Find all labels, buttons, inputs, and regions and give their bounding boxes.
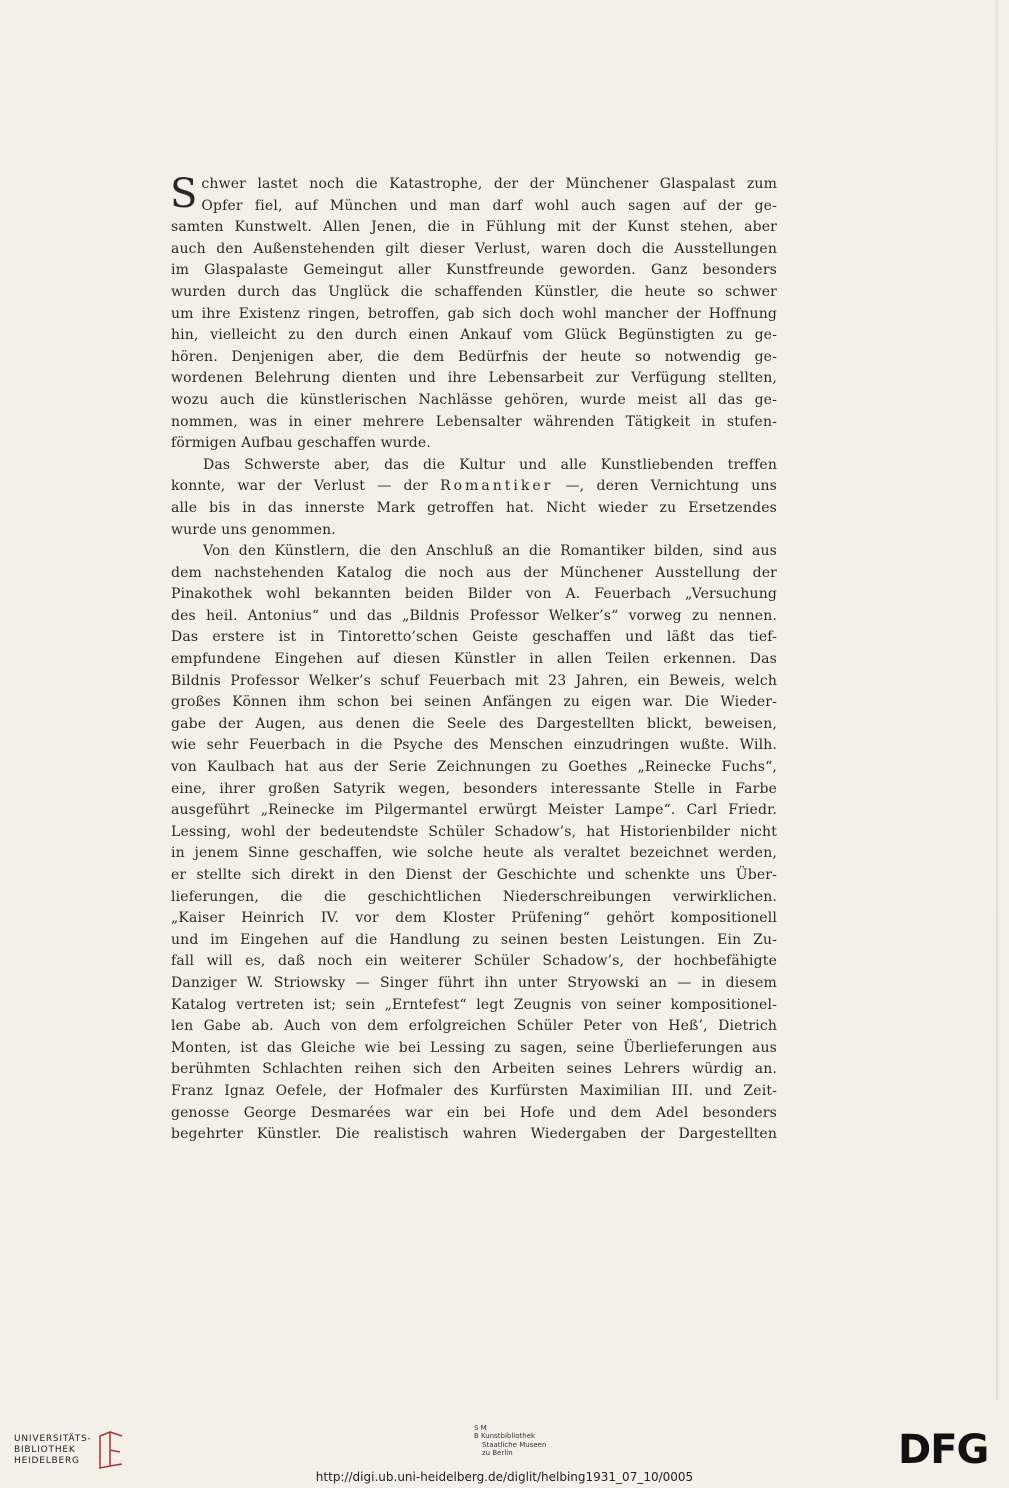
paragraph-3 [171,541,777,1146]
text-line: berühmten Schlachten reihen sich den Arbeiten seines Lehrers würdig an. [171,1061,777,1078]
text-line: „Kaiser Heinrich IV. vor dem Kloster Prüfening“ gehört kompositionell [171,910,777,927]
text-line: alle bis in das innerste Mark getroffen hat. Nicht wieder zu Ersetzendes [171,499,777,516]
text-line: auch den Außenstehenden gilt dieser Verlust, waren doch die Ausstellungen [171,240,777,257]
text-line: genosse George Desmarées war ein bei Hofe und dem Adel besonders [171,1104,777,1121]
text-line: dem nachstehenden Katalog die noch aus der Münchener Ausstellung der [171,564,777,581]
text-line: lieferungen, die die geschichtlichen Niederschreibungen verwirklichen. [171,888,777,905]
heidelberg-library-logo[interactable] [14,1434,92,1467]
text-line: gabe der Augen, aus denen die Seele des Dargestellten blickt, beweisen, [171,715,777,732]
text-line: förmigen Aufbau geschaffen wurde. [171,435,431,452]
text-line: wordenen Belehrung dienten und ihre Lebensarbeit zur Verfügung stellten, [171,370,777,387]
text-line: hin, vielleicht zu den durch einen Ankauf vom Glück Begünstigten zu ge- [171,327,777,344]
body-text [170,171,777,1146]
text-line: Opfer fiel, auf München und man darf wohl auch sagen auf der ge- [201,197,777,214]
smb-kunstbibliothek-logo[interactable] [474,1424,546,1458]
text-line: Das erstere ist in Tintoretto’schen Geiste geschaffen und läßt das tief- [171,629,777,646]
logo-text-line: B Kunstbibliothek [474,1432,536,1441]
logo-text-line: S M [474,1424,487,1432]
text-line: großes Können ihm schon bei seinen Anfängen zu eigen war. Die Wieder- [171,694,777,711]
text-line: fall will es, daß noch ein weiterer Schüler Schadow’s, der hochbefähigte [171,953,777,970]
text-line: len Gabe ab. Auch von dem erfolgreichen Schüler Peter von Heß’, Dietrich [171,1018,777,1035]
emphasis-spaced: Romantiker [440,478,554,495]
text-line: in jenem Sinne geschaffen, wie solche heute als veraltet bezeichnet werden, [171,845,777,862]
text-line: Katalog vertreten ist; sein „Erntefest“ legt Zeugnis von seiner kompositionel- [171,996,777,1013]
text-line: um ihre Existenz ringen, betroffen, gab sich doch wohl mancher der Hoffnung [171,305,777,322]
paragraph-1 [170,171,777,455]
page-footer [0,1418,1009,1488]
text-line: wurden durch das Unglück die schaffenden Künstler, die heute so schwer [171,283,777,300]
text-line: im Glaspalaste Gemeingut aller Kunstfreunde geworden. Ganz besonders [171,262,777,279]
text-line: hören. Denjenigen aber, die dem Bedürfnis der heute so notwendig ge- [171,348,777,365]
dfg-logo[interactable]: DFG [898,1427,989,1473]
text-span: konnte, war der Verlust — der [171,478,441,495]
text-line: ausgeführt „Reinecke im Pilgermantel erwürgt Meister Lampe“. Carl Friedr. [171,802,777,819]
text-line: samten Kunstwelt. Allen Jenen, die in Fühlung mit der Kunst stehen, aber [171,219,777,236]
text-line: empfundene Eingehen auf diesen Künstler in allen Teilen erkennen. Das [171,651,777,668]
text-line: von Kaulbach hat aus der Serie Zeichnungen zu Goethes „Reinecke Fuchs“, [171,759,777,776]
text-line: Pinakothek wohl bekannten beiden Bilder von A. Feuerbach „Versuchung [171,586,777,603]
text-line [171,476,777,498]
university-mark-icon [96,1430,126,1470]
text-line: er stellte sich direkt in den Dienst der Geschichte und schenkte uns Über- [171,867,777,883]
text-line: wozu auch die künstlerischen Nachlässe gehören, wurde meist all das ge- [171,391,777,408]
drop-cap: S [170,171,198,217]
text-line: chwer lastet noch die Katastrophe, der der Münchener Glaspalast zum [201,176,777,192]
text-line: eine, ihrer großen Satyrik wegen, besonders interessante Stelle in Farbe [171,780,777,797]
text-line: Von den Künstlern, die den Anschluß an die Romantiker bilden, sind aus [203,543,777,560]
logo-text-line: BIBLIOTHEK [14,1445,76,1455]
text-line: wie sehr Feuerbach in die Psyche des Menschen einzudringen wußte. Wilh. [171,737,777,754]
logo-text-line: HEIDELBERG [14,1456,80,1466]
paragraph-2 [171,455,777,541]
text-span: —, deren Vernichtung uns [553,478,777,495]
logo-text-line: UNIVERSITÄTS- [14,1434,92,1444]
text-line: Monten, ist das Gleiche wie bei Lessing zu sagen, seine Überlieferungen aus [171,1039,777,1056]
text-line: Franz Ignaz Oefele, der Hofmaler des Kurfürsten Maximilian III. und Zeit- [171,1082,777,1099]
logo-text-line: zu Berlin [482,1449,513,1458]
logo-text-line: Staatliche Museen [482,1440,547,1449]
text-line: Bildnis Professor Welker’s schuf Feuerbach mit 23 Jahren, ein Beweis, welch [171,672,777,689]
page-edge-shadow [996,0,998,1400]
text-line: Lessing, wohl der bedeutendste Schüler Schadow’s, hat Historienbilder nicht [171,823,777,840]
source-url[interactable]: http://digi.ub.uni-heidelberg.de/diglit/helbing1931_07_10/0005 [315,1470,694,1484]
text-line: Danziger W. Striowsky — Singer führt ihn unter Stryowski an — in diesem [171,974,777,991]
text-line: Das Schwerste aber, das die Kultur und alle Kunstliebenden treffen [203,456,777,473]
text-line: begehrter Künstler. Die realistisch wahren Wiedergaben der Dargestellten [171,1126,777,1143]
text-line: nommen, was in einer mehrere Lebensalter währenden Tätigkeit in stufen- [171,413,777,430]
text-line: und im Eingehen auf die Handlung zu seinen besten Leistungen. Ein Zu- [171,931,777,948]
text-line: des heil. Antonius“ und das „Bildnis Professor Welker’s“ vorweg zu nennen. [171,607,777,624]
text-line: wurde uns genommen. [171,521,336,538]
